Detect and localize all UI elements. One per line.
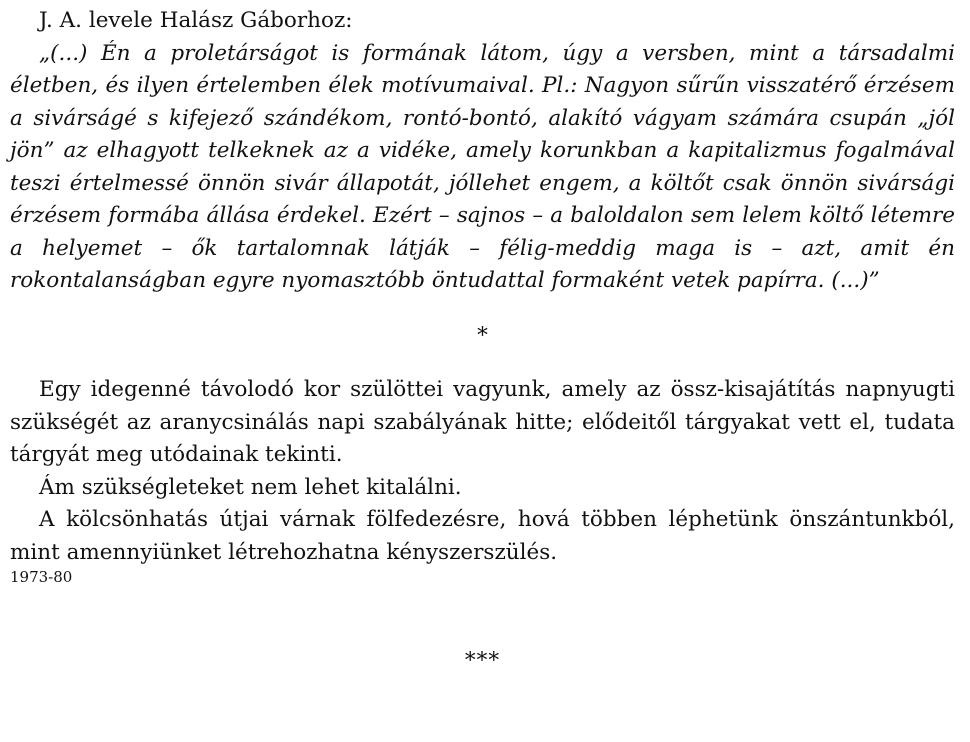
body-paragraph-2: Ám szükségleteket nem lehet kitalálni. [39,474,462,500]
document-page [10,5,955,678]
letter-heading: J. A. levele Halász Gáborhoz: [39,8,353,33]
date-label: 1973-80 [10,568,73,586]
body-paragraph-1: Egy idegenné távolodó kor szülöttei vagyunk, amely az össz-kisajátítás napnyugti szükségét az aranycsinálás napi szabályának hitte; elődeitől tárgyakat vett el, tudata tárgyát meg utódainak tekinti. [10,377,955,467]
letter-quote: „(...) Én a proletárságot is formának látom, úgy a versben, mint a társadalmi életben, és ilyen értelemben élek motívumaival. Pl.: Nagyon sűrűn visszatérő érzésem a sivárságé s kifejező szándékom, rontó-bontó, alakító vágyam számára csupán „jól jön” az elhagyott telkeknek az a vidéke, amely korunkban a kapitalizmus fogalmával teszi értelmessé önnön sivár állapotát, jóllehet engem, a költőt csak önnön sivársági érzésem formába állása érdekel. Ezért – sajnos – a baloldalon sem lelem költő létemre a helyemet – ők tartalomnak látják – félig-meddig maga is – azt, amit én rokontalanságban egyre nyomasztóbb öntudattal formaként vetek papírra. (...)” [10,40,955,293]
section-separator: * [477,322,488,348]
body-paragraph-3: A kölcsönhatás útjai várnak fölfedezésre, hová többen léphetünk önszántunkból, mint amennyiünket létrehozhatna kényszerszülés. [10,507,955,565]
end-separator: *** [464,648,501,673]
